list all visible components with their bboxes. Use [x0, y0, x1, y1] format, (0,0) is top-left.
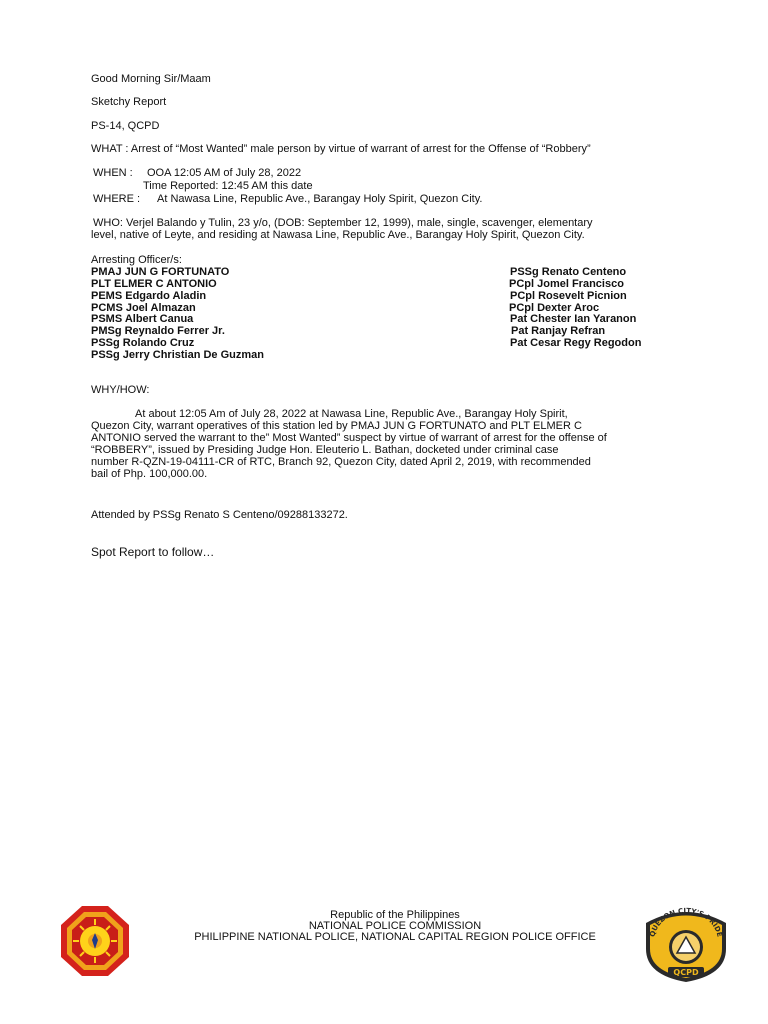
officer-right: Pat Ranjay Refran — [511, 325, 606, 337]
footer-line-3: PHILIPPINE NATIONAL POLICE, NATIONAL CAPITAL REGION POLICE OFFICE — [194, 931, 596, 943]
attended-by: Attended by PSSg Renato S Centeno/09288133272. — [91, 509, 348, 521]
station: PS-14, QCPD — [91, 120, 160, 132]
officer-right: Pat Chester Ian Yaranon — [510, 313, 637, 325]
who-line-1: WHO: Verjel Balando y Tulin, 23 y/o, (DOB: September 12, 1999), male, single, scavenger, elementary — [93, 217, 593, 229]
greeting: Good Morning Sir/Maam — [91, 73, 211, 85]
officer-left: PLT ELMER C ANTONIO — [91, 278, 217, 290]
officer-left: PSMS Albert Canua — [91, 313, 194, 325]
officer-right: PCpl Dexter Aroc — [509, 302, 600, 314]
narrative-line: At about 12:05 Am of July 28, 2022 at Nawasa Line, Republic Ave., Barangay Holy Spirit, — [135, 408, 568, 420]
spot-report-to-follow: Spot Report to follow… — [91, 545, 215, 559]
narrative-line: Quezon City, warrant operatives of this station led by PMAJ JUN G FORTUNATO and PLT ELMER C — [91, 420, 582, 432]
when-label: WHEN : — [93, 167, 133, 179]
officer-left: PMAJ JUN G FORTUNATO — [91, 266, 230, 278]
who-line-2: level, native of Leyte, and residing at Nawasa Line, Republic Ave., Barangay Holy Spirit, Quezon City. — [91, 229, 585, 241]
officer-left: PCMS Joel Almazan — [91, 302, 196, 314]
narrative-line: bail of Php. 100,000.00. — [91, 468, 208, 480]
officer-left: PSSg Rolando Cruz — [91, 337, 195, 349]
qcpd-badge-top-text: QUEZON CITY'S PRIDE — [648, 907, 724, 938]
qcpd-badge-bottom-text: QCPD — [673, 968, 699, 977]
report-type: Sketchy Report — [91, 96, 167, 108]
narrative-line: number R-QZN-19-04111-CR of RTC, Branch 92, Quezon City, dated April 2, 2019, with recommended — [91, 456, 591, 468]
where-label: WHERE : — [93, 193, 141, 205]
what-line: WHAT : Arrest of “Most Wanted” male person by virtue of warrant of arrest for the Offense of “Robbery” — [91, 143, 591, 155]
pnp-seal-icon — [60, 905, 130, 977]
narrative-line: “ROBBERY”, issued by Presiding Judge Hon. Eleuterio L. Bathan, docketed under criminal case — [91, 444, 559, 456]
officer-left: PMSg Reynaldo Ferrer Jr. — [91, 325, 225, 337]
footer-line-2: NATIONAL POLICE COMMISSION — [308, 920, 482, 932]
when-value: OOA 12:05 AM of July 28, 2022 — [147, 167, 302, 179]
time-reported: Time Reported: 12:45 AM this date — [143, 180, 313, 192]
officer-right: Pat Cesar Regy Regodon — [510, 337, 642, 349]
qcpd-badge-icon — [642, 907, 730, 983]
arresting-officers-label: Arresting Officer/s: — [91, 254, 182, 266]
officer-right: PCpl Rosevelt Picnion — [510, 290, 627, 302]
officer-right: PSSg Renato Centeno — [510, 266, 627, 278]
officer-right: PCpl Jomel Francisco — [509, 278, 624, 290]
footer-line-1: Republic of the Philippines — [330, 909, 460, 921]
narrative-line: ANTONIO served the warrant to the” Most Wanted” suspect by virtue of warrant of arrest for the offense of — [91, 432, 607, 444]
officer-left: PSSg Jerry Christian De Guzman — [91, 349, 264, 361]
why-how-label: WHY/HOW: — [91, 384, 150, 396]
officer-left: PEMS Edgardo Aladin — [91, 290, 207, 302]
where-value: At Nawasa Line, Republic Ave., Barangay Holy Spirit, Quezon City. — [157, 193, 483, 205]
